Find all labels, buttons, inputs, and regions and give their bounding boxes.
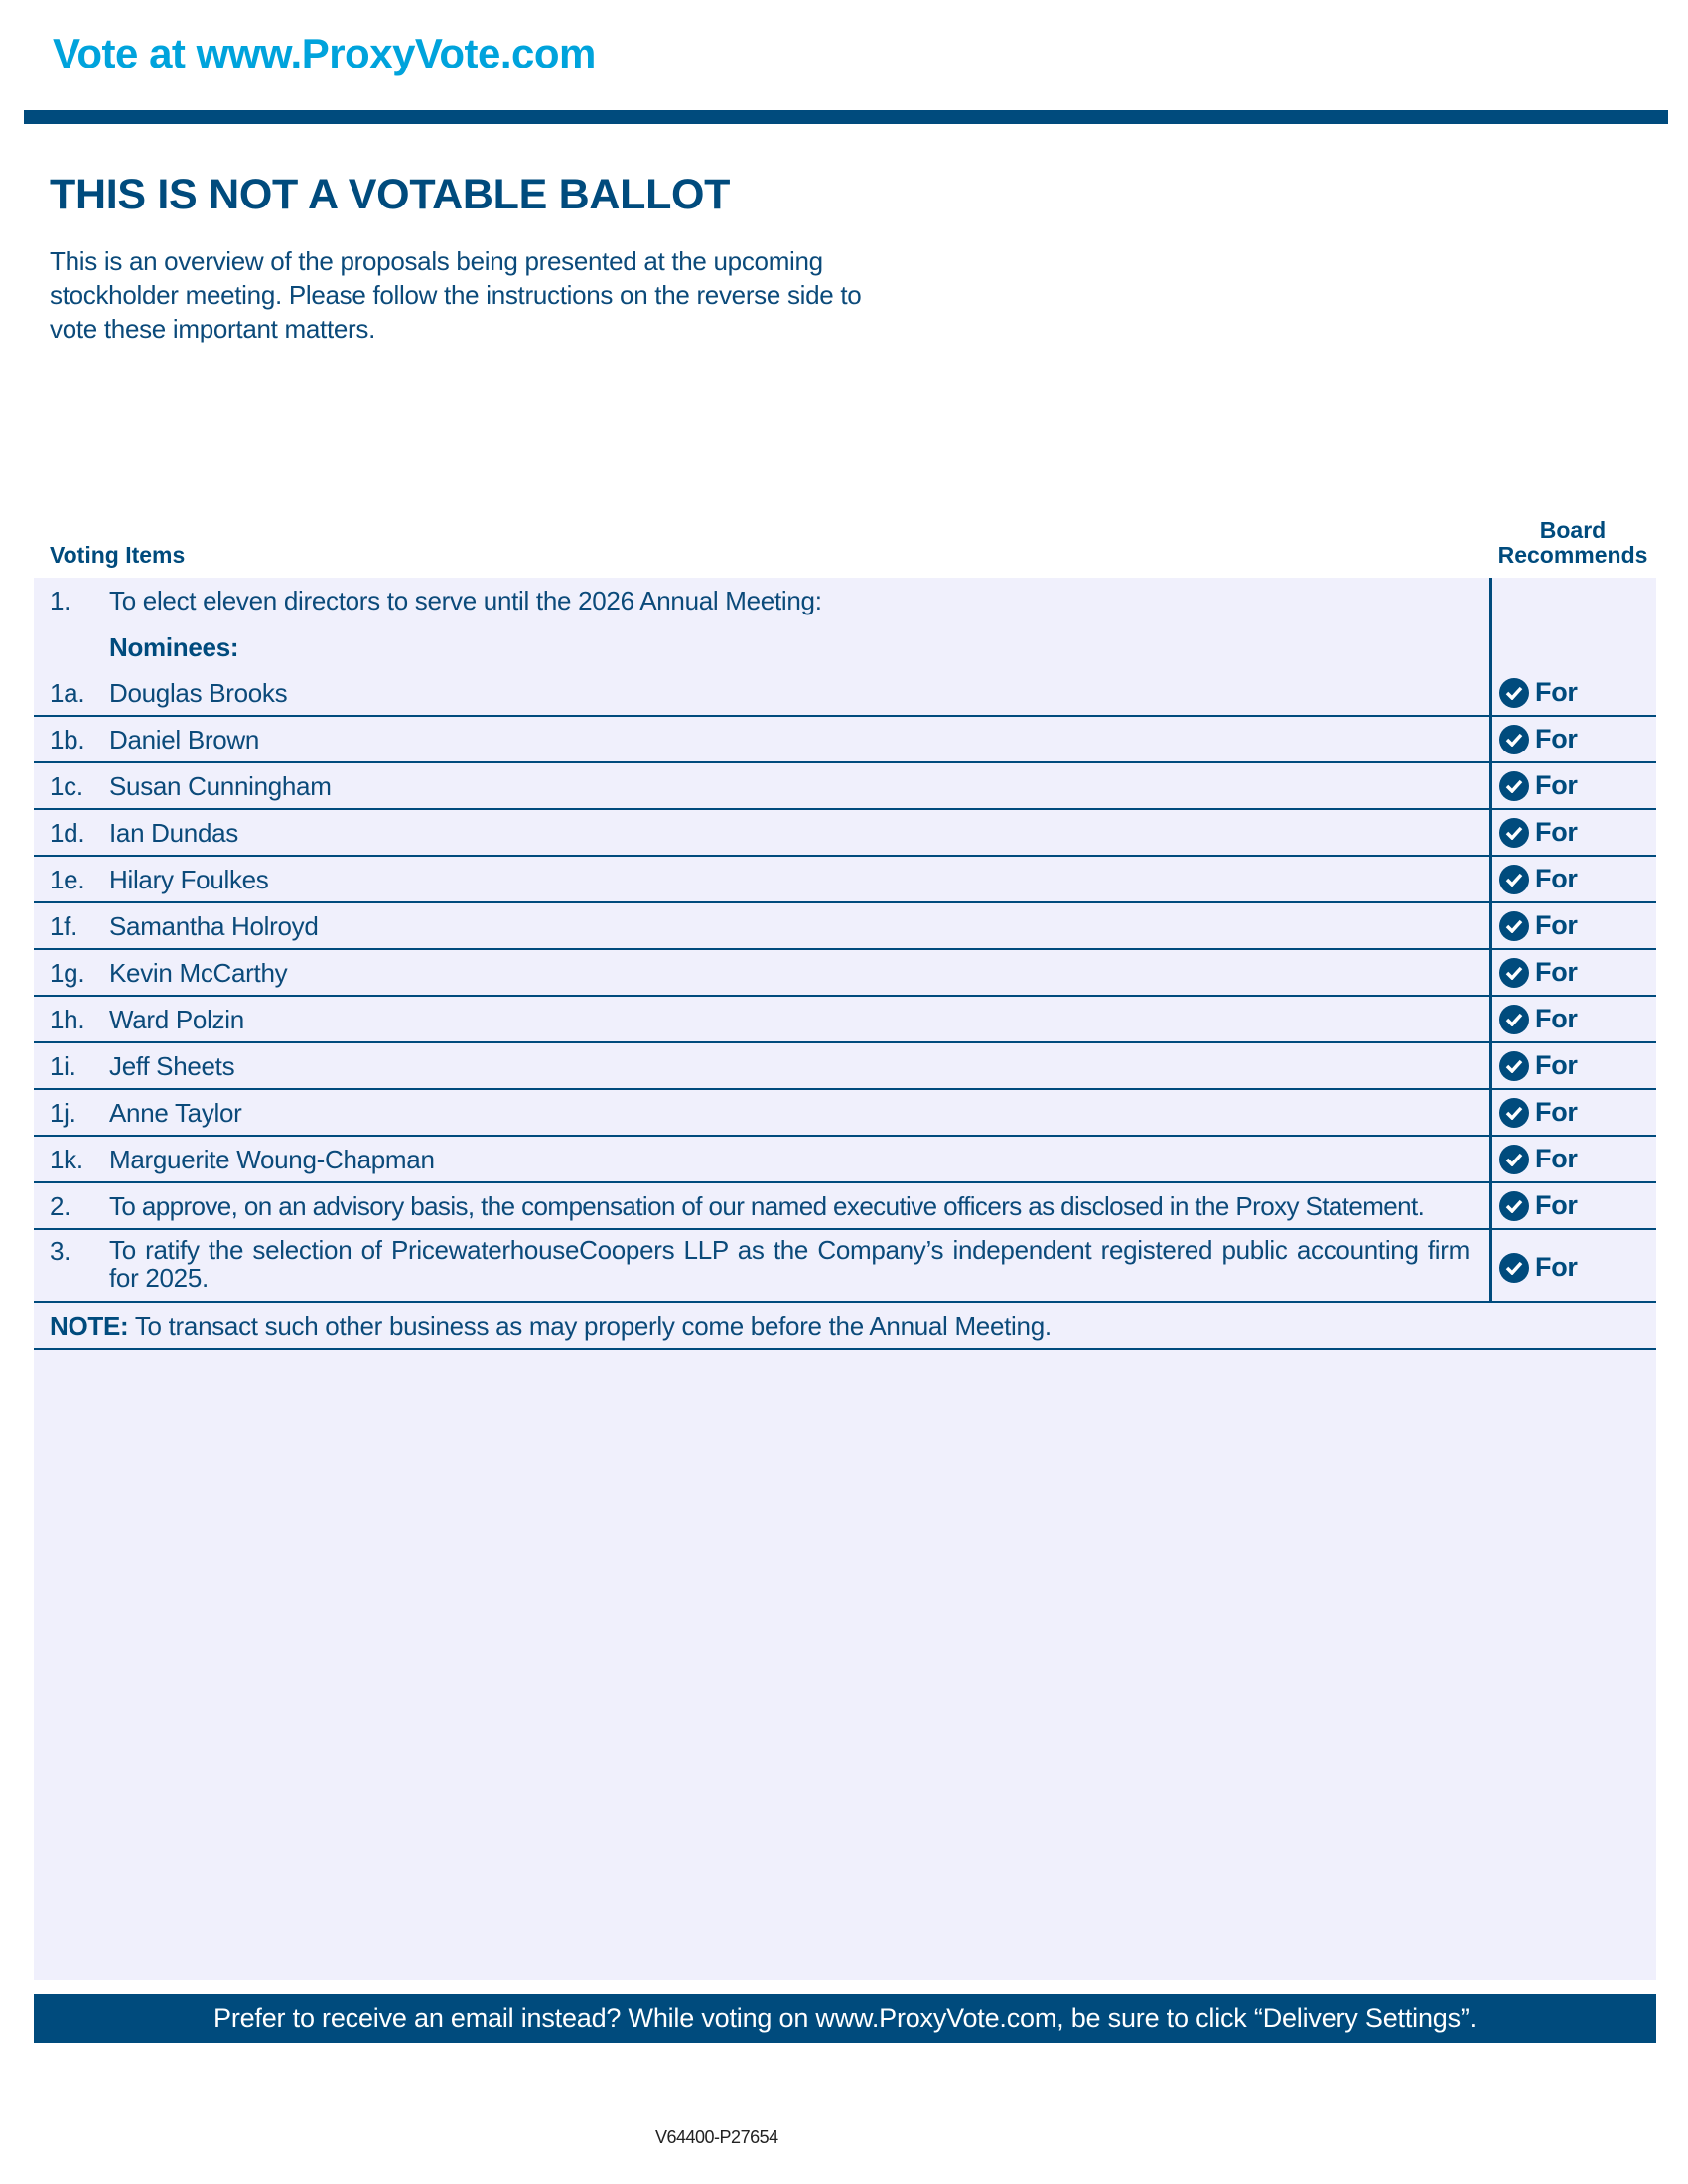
nominee-name: Samantha Holroyd — [109, 911, 319, 941]
recommendation-label: For — [1535, 724, 1578, 753]
nominee-name: Jeff Sheets — [109, 1051, 235, 1081]
board-recommends-header — [1489, 518, 1656, 568]
board-recommendation — [1499, 957, 1578, 988]
check-circle-icon — [1499, 725, 1529, 754]
recommendation-label: For — [1535, 957, 1578, 987]
check-circle-icon — [1499, 958, 1529, 988]
item-number: 1i. — [50, 1051, 76, 1081]
nominee-row — [34, 857, 1656, 903]
board-recommendation — [1499, 1004, 1578, 1034]
check-circle-icon — [1499, 1005, 1529, 1034]
nominee-name: Douglas Brooks — [109, 678, 288, 708]
board-recommendation — [1499, 1190, 1578, 1221]
nominee-name: Susan Cunningham — [109, 771, 332, 801]
check-circle-icon — [1499, 865, 1529, 894]
check-circle-icon — [1499, 1145, 1529, 1174]
recommendation-label: For — [1535, 1050, 1578, 1080]
note-row — [34, 1303, 1656, 1350]
item-number: 1f. — [50, 911, 78, 941]
recommendation-label: For — [1535, 770, 1578, 800]
recommendation-label: For — [1535, 1097, 1578, 1127]
board-recommendation — [1499, 677, 1578, 708]
board-recommendation — [1499, 770, 1578, 801]
document-code: V64400-P27654 — [655, 2127, 778, 2147]
item-number: 1c. — [50, 771, 83, 801]
nominee-row — [34, 1090, 1656, 1137]
note-text: To transact such other business as may properly come before the Annual Meeting. — [128, 1311, 1052, 1341]
board-recommendation — [1499, 1050, 1578, 1081]
item-number: 1g. — [50, 958, 85, 988]
recommendation-label: For — [1535, 1004, 1578, 1033]
nominee-name: Kevin McCarthy — [109, 958, 288, 988]
nominee-row — [34, 717, 1656, 763]
check-circle-icon — [1499, 1051, 1529, 1081]
voting-items-table — [34, 578, 1656, 1980]
nominee-row — [34, 997, 1656, 1043]
item-text: To ratify the selection of PricewaterhouseCoopers LLP as the Company’s independent registered public accounting firm for 2025. — [109, 1235, 1470, 1293]
item-number: 1j. — [50, 1098, 76, 1128]
check-circle-icon — [1499, 1253, 1529, 1283]
board-recommendation — [1499, 1097, 1578, 1128]
nominee-name: Ward Polzin — [109, 1005, 244, 1034]
recommendation-label: For — [1535, 1252, 1578, 1282]
proposal-1-row — [34, 586, 1656, 625]
nominee-row — [34, 671, 1656, 717]
nominee-name: Ian Dundas — [109, 818, 238, 848]
recommendation-label: For — [1535, 1144, 1578, 1173]
board-recommendation — [1499, 724, 1578, 754]
nominees-label-row — [34, 632, 1656, 672]
board-recommends-line2: Recommends — [1497, 542, 1648, 568]
header-divider — [24, 110, 1668, 124]
board-recommendation — [1499, 910, 1578, 941]
recommendation-label: For — [1535, 817, 1578, 847]
voting-items-header: Voting Items — [50, 542, 186, 568]
item-number: 1a. — [50, 678, 85, 708]
item-number: 1d. — [50, 818, 85, 848]
item-text: To approve, on an advisory basis, the compensation of our named executive officers as disclosed in the Proxy Statement. — [109, 1191, 1425, 1221]
board-recommendation — [1499, 864, 1578, 894]
nominee-row — [34, 810, 1656, 857]
nominee-row — [34, 903, 1656, 950]
nominee-name: Anne Taylor — [109, 1098, 242, 1128]
nominee-row — [34, 1137, 1656, 1183]
proposal-2-row — [34, 1183, 1656, 1230]
item-number: 1h. — [50, 1005, 85, 1034]
nominees-label: Nominees: — [109, 632, 239, 662]
note-label: NOTE: — [50, 1311, 129, 1341]
check-circle-icon — [1499, 1098, 1529, 1128]
item-number: 1. — [50, 586, 71, 615]
proposal-3-row — [34, 1230, 1656, 1303]
board-recommendation — [1499, 1144, 1578, 1174]
proxyvote-link[interactable]: Vote at www.ProxyVote.com — [53, 30, 596, 76]
page-title: THIS IS NOT A VOTABLE BALLOT — [50, 171, 731, 218]
item-number: 1e. — [50, 865, 85, 894]
nominee-row — [34, 763, 1656, 810]
delivery-settings-banner: Prefer to receive an email instead? While voting on www.ProxyVote.com, be sure to click “Delivery Settings”. — [34, 1994, 1656, 2043]
recommendation-label: For — [1535, 677, 1578, 707]
nominee-name: Hilary Foulkes — [109, 865, 269, 894]
item-text: To elect eleven directors to serve until the 2026 Annual Meeting: — [109, 586, 822, 615]
recommendation-label: For — [1535, 910, 1578, 940]
check-circle-icon — [1499, 771, 1529, 801]
intro-text: This is an overview of the proposals being presented at the upcoming stockholder meeting. Please follow the instructions on the reverse side to vote these important matters. — [50, 246, 862, 343]
note — [50, 1311, 1052, 1342]
check-circle-icon — [1499, 1191, 1529, 1221]
nominee-row — [34, 1043, 1656, 1090]
check-circle-icon — [1499, 818, 1529, 848]
recommendation-label: For — [1535, 864, 1578, 893]
item-number: 2. — [50, 1191, 71, 1221]
item-number: 1k. — [50, 1145, 83, 1174]
nominee-row — [34, 950, 1656, 997]
item-number: 3. — [50, 1236, 71, 1266]
board-recommendation — [1499, 817, 1578, 848]
check-circle-icon — [1499, 911, 1529, 941]
board-recommends-line1: Board — [1539, 517, 1607, 543]
recommendation-label: For — [1535, 1190, 1578, 1220]
check-circle-icon — [1499, 678, 1529, 708]
nominee-name: Marguerite Woung-Chapman — [109, 1145, 435, 1174]
nominee-name: Daniel Brown — [109, 725, 260, 754]
item-number: 1b. — [50, 725, 85, 754]
board-recommendation — [1499, 1252, 1578, 1283]
